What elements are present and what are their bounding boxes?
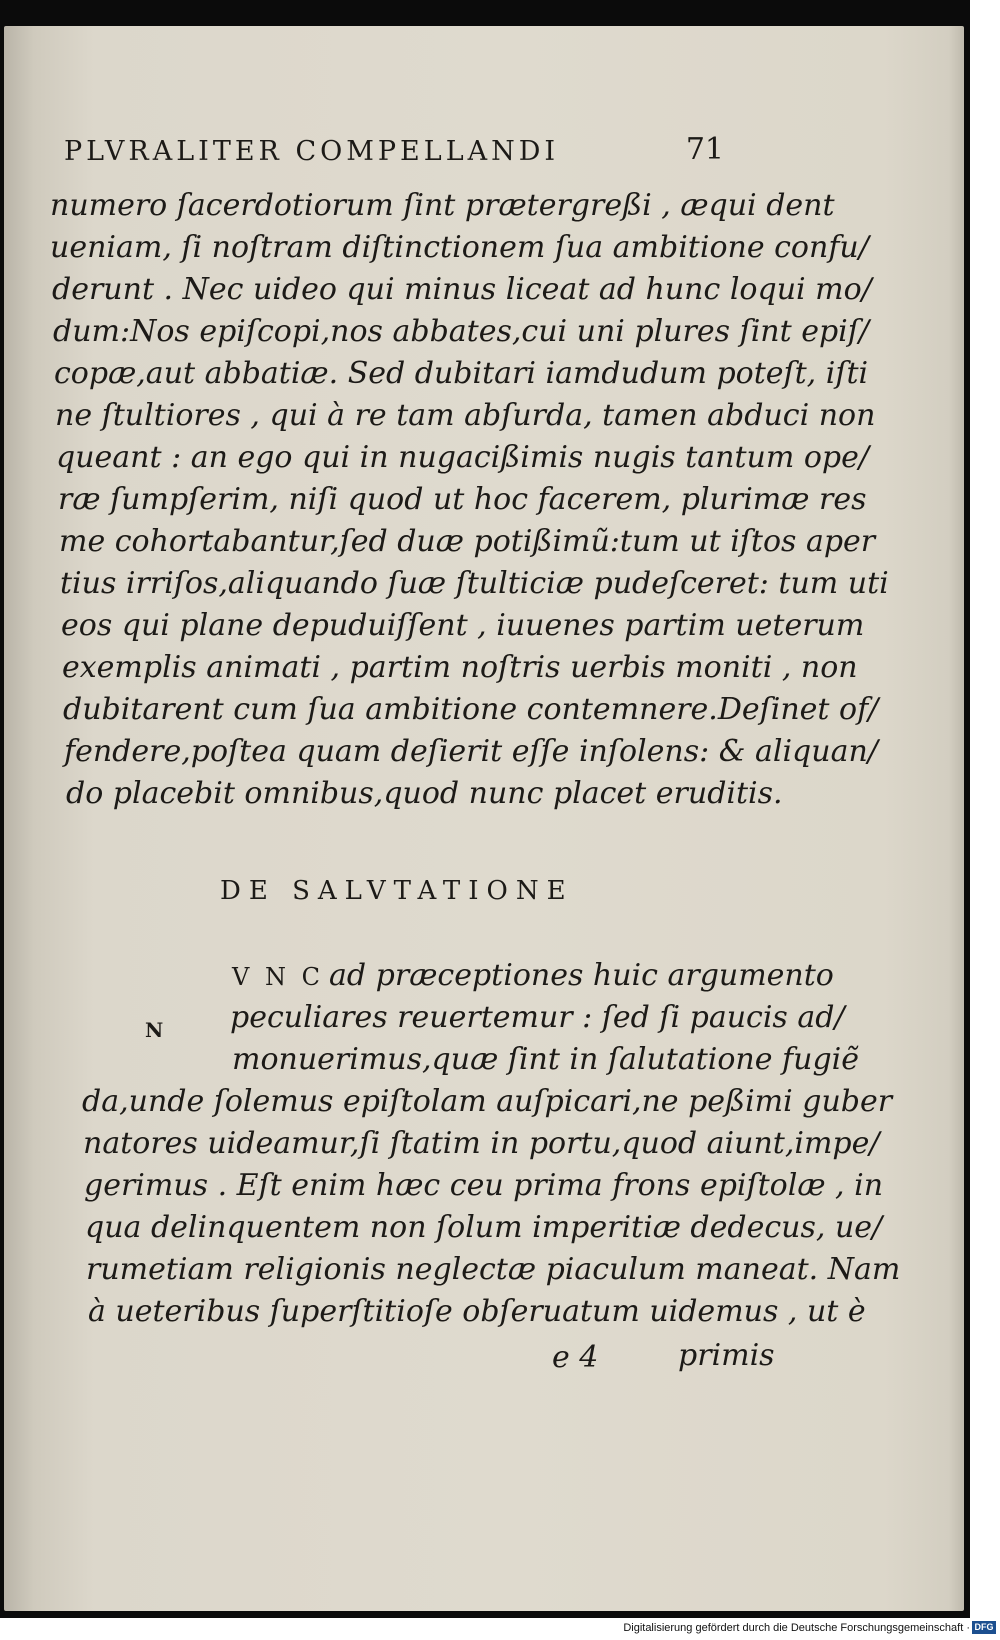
section-line: à ueteribus ſuperſtitioſe obſeruatum uidemus , ut è [88, 1294, 866, 1329]
body-line: ueniam, ſi noſtram diſtinctionem ſua ambitione confu/ [50, 230, 869, 265]
footer-credit: Digitalisierung gefördert durch die Deutsche Forschungsgemeinschaft · [623, 1622, 970, 1634]
body-line: do placebit omnibus,quod nunc placet eruditis. [66, 776, 783, 811]
body-line: ne ſtultiores , qui à re tam abſurda, tamen abduci non [55, 398, 876, 433]
section-line: rumetiam religionis neglectæ piaculum maneat. Nam [86, 1252, 901, 1287]
signature-mark: e 4 [552, 1340, 599, 1375]
body-line: numero ſacerdotiorum ſint prætergreßi , æqui dent [50, 188, 835, 223]
opening-caps: V N C [232, 963, 324, 991]
body-line: exemplis animati , partim noſtris uerbis moniti , non [62, 650, 858, 685]
body-line: dum:Nos epiſcopi,nos abbates,cui uni plures ſint epiſ/ [53, 314, 869, 349]
body-line: ræ ſumpſerim, niſi quod ut hoc facerem, plurimæ res [58, 482, 867, 517]
body-line: derunt . Nec uideo qui minus liceat ad hunc loqui mo/ [52, 272, 872, 307]
section-line: qua delinquentem non ſolum imperitiæ dedecus, ue/ [85, 1210, 883, 1245]
section-heading: DE SALVTATIONE [220, 876, 574, 906]
dfg-logo: DFG [972, 1621, 996, 1634]
body-line: tius irriſos,aliquando ſuæ ſtulticiæ pudeſceret: tum uti [60, 566, 889, 601]
body-line: queant : an ego qui in nugacißimis nugis tantum ope/ [56, 440, 869, 475]
section-line: ad præceptiones huic argumento [329, 958, 834, 993]
catchword: primis [678, 1338, 775, 1373]
section-line: monuerimus,quæ ſint in ſalutatione fugiẽ [232, 1042, 860, 1077]
section-line: natores uideamur,ſi ſtatim in portu,quod aiunt,impe/ [83, 1126, 880, 1161]
body-line: copæ,aut abbatiæ. Sed dubitari iamdudum poteſt, iſti [54, 356, 869, 391]
section-line: gerimus . Eſt enim hæc ceu prima frons epiſtolæ , in [84, 1168, 884, 1203]
running-head: PLVRALITER COMPELLANDI [64, 136, 560, 167]
section-line: da,unde ſolemus epiſtolam auſpicari,ne peßimi guber [82, 1084, 893, 1119]
body-line: me cohortabantur,ſed duæ potißimũ:tum ut iſtos aper [59, 524, 876, 559]
page-number: 71 [685, 132, 724, 167]
drop-initial: N [145, 1018, 164, 1042]
section-line: peculiares reuertemur : ſed ſi paucis ad/ [230, 1000, 845, 1035]
body-line: fendere,poſtea quam deſierit eſſe inſolens: & aliquan/ [64, 734, 878, 769]
body-line: dubitarent cum ſua ambitione contemnere.Deſinet of/ [63, 692, 879, 727]
body-line: eos qui plane depuduiſſent , iuuenes partim ueterum [61, 608, 865, 643]
section-first-line [232, 958, 834, 993]
